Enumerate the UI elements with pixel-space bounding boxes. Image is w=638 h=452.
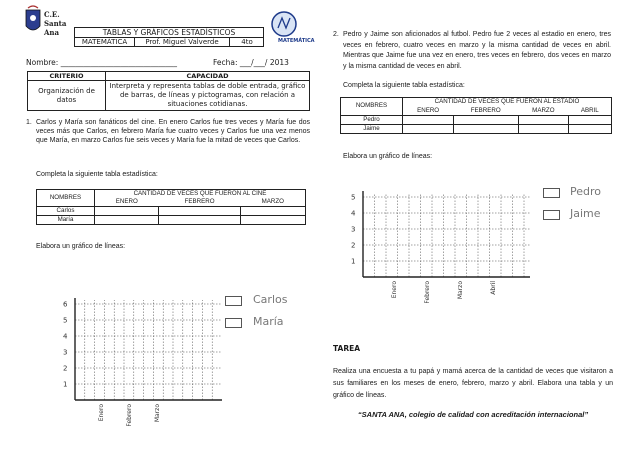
ex1-row-maria: María xyxy=(37,216,95,225)
exercise2-number: 2. xyxy=(333,31,339,38)
ex1-chart-x-tick-label: Febrero xyxy=(126,404,133,427)
ex1-month-febrero: FEBRERO xyxy=(159,198,241,207)
ex2-cell[interactable] xyxy=(569,124,612,133)
exercise2-text: Pedro y Jaime son aficionados al futbol. Pedro fue 2 veces al estadio en enero, tres veces en febrero, cuatro veces en marzo y la misma cantidad de veces en abril. Mientras que Jaime fue una vez en enero, tres veces en febrero, dos veces en marzo y la misma cantidad de veces en abril. xyxy=(343,31,611,70)
ex1-month-marzo: MARZO xyxy=(241,198,306,207)
exercise1-graph-instruction: Elabora un gráfico de líneas: xyxy=(36,243,126,250)
ex2-cell[interactable] xyxy=(403,115,454,124)
grade-label: 4to xyxy=(241,38,253,46)
criteria-capacity: Interpreta y representa tablas de doble entrada, gráfico de barras, de líneas y pictogramas, con relación a situaciones cotidianas. xyxy=(106,81,310,111)
ex1-row-carlos: Carlos xyxy=(37,207,95,216)
ex1-chart-y-tick-label: 1 xyxy=(63,380,68,389)
ex1-cell[interactable] xyxy=(95,207,159,216)
legend-box-maria[interactable] xyxy=(225,318,242,328)
ex2-chart-x-tick-label: Abril xyxy=(490,281,497,295)
ex2-row-pedro: Pedro xyxy=(341,115,403,124)
criteria-header-capacidad: CAPACIDAD xyxy=(106,72,310,81)
ex1-chart-y-tick-label: 5 xyxy=(63,316,68,325)
school-logo xyxy=(22,4,80,48)
legend-label-carlos: Carlos xyxy=(253,293,288,306)
ex1-cell[interactable] xyxy=(95,216,159,225)
legend-label-pedro: Pedro xyxy=(570,185,602,198)
exercise2-table-instruction: Completa la siguiente tabla estadística: xyxy=(343,82,465,89)
exercise2-table xyxy=(340,97,612,134)
ex2-chart-y-tick-label: 4 xyxy=(351,209,356,218)
ex2-cell[interactable] xyxy=(518,115,568,124)
ex1-names-header: NOMBRES xyxy=(37,190,95,207)
exercise2-line-chart xyxy=(335,165,535,335)
name-field-label: Nombre: _______________________________ xyxy=(26,58,177,67)
ex1-chart-y-tick-label: 2 xyxy=(63,364,68,373)
ex1-month-enero: ENERO xyxy=(95,198,159,207)
ex1-chart-y-tick-label: 3 xyxy=(63,348,68,357)
page-title: TABLAS Y GRÁFICOS ESTADÍSTICOS xyxy=(75,28,263,38)
legend-box-carlos[interactable] xyxy=(225,296,242,306)
ex1-cell[interactable] xyxy=(159,207,241,216)
ex2-chart-y-tick-label: 1 xyxy=(351,257,356,266)
legend-label-jaime: Jaime xyxy=(570,207,601,220)
homework-title: TAREA xyxy=(333,344,361,353)
ex2-cell[interactable] xyxy=(453,124,518,133)
school-logo-text: C.E. Santa Ana xyxy=(44,10,67,37)
ex2-cell[interactable] xyxy=(453,115,518,124)
ex2-main-header: CANTIDAD DE VECES QUE FUERON AL ESTADIO xyxy=(403,98,612,107)
ex2-chart-x-tick-label: Enero xyxy=(391,281,398,299)
ex2-chart-y-tick-label: 5 xyxy=(351,193,356,202)
exercise1-number: 1. xyxy=(26,119,32,126)
ex2-month-marzo: MARZO xyxy=(518,107,568,116)
exercise1-table xyxy=(36,189,306,225)
criteria-header-criterio: CRITERIO xyxy=(28,72,106,81)
ex1-chart-y-tick-label: 4 xyxy=(63,332,68,341)
legend-box-pedro[interactable] xyxy=(543,188,560,198)
date-field-label: Fecha: ___/___/ 2013 xyxy=(213,58,289,67)
legend-box-jaime[interactable] xyxy=(543,210,560,220)
ex1-chart-y-tick-label: 6 xyxy=(63,300,68,309)
exercise1-text: Carlos y María son fanáticos del cine. En enero Carlos fue tres veces y María fue dos veces más que Carlos, en febrero María fue cuatro veces y Carlos fue una vez menos que María, en marzo Carlos fue seis veces y María fue la mitad de veces que Carlos. xyxy=(36,119,310,144)
exercise2-graph-instruction: Elabora un gráfico de líneas: xyxy=(343,153,433,160)
math-logo xyxy=(268,8,315,48)
ex2-month-enero: ENERO xyxy=(403,107,454,116)
header-box xyxy=(74,27,264,47)
ex1-main-header: CANTIDAD DE VECES QUE FUERON AL CINE xyxy=(95,190,306,199)
ex1-cell[interactable] xyxy=(241,207,306,216)
ex2-names-header: NOMBRES xyxy=(341,98,403,116)
homework-text: Realiza una encuesta a tu papá y mamá acerca de la cantidad de veces que visitaron a sus familiares en los meses de enero, febrero, marzo y abril. Elabora una tabla y un gráfico de líneas. xyxy=(333,368,613,399)
ex1-chart-x-tick-label: Enero xyxy=(98,404,105,422)
ex1-cell[interactable] xyxy=(241,216,306,225)
ex2-chart-y-tick-label: 3 xyxy=(351,225,356,234)
ex1-cell[interactable] xyxy=(159,216,241,225)
teacher-label: Prof. Miguel Valverde xyxy=(135,38,230,47)
ex2-chart-x-tick-label: Febrero xyxy=(424,281,431,304)
legend-label-maria: María xyxy=(253,315,284,328)
ex2-row-jaime: Jaime xyxy=(341,124,403,133)
ex2-cell[interactable] xyxy=(569,115,612,124)
ex2-chart-y-tick-label: 2 xyxy=(351,241,356,250)
ex2-month-abril: ABRIL xyxy=(569,107,612,116)
ex2-month-febrero: FEBRERO xyxy=(453,107,518,116)
subject-label: MATEMÁTICA xyxy=(75,38,135,47)
ex2-cell[interactable] xyxy=(403,124,454,133)
criteria-table xyxy=(27,71,310,111)
ex2-cell[interactable] xyxy=(518,124,568,133)
exercise1-line-chart xyxy=(30,254,230,446)
exercise1-table-instruction: Completa la siguiente tabla estadística: xyxy=(36,171,158,178)
footer-motto: “SANTA ANA, colegio de calidad con acreditación internacional” xyxy=(357,410,589,419)
criteria-criterion: Organización de datos xyxy=(28,81,106,111)
ex1-chart-x-tick-label: Marzo xyxy=(154,404,161,423)
ex2-chart-x-tick-label: Marzo xyxy=(457,281,464,300)
math-logo-text: MATEMÁTICA xyxy=(278,38,315,44)
